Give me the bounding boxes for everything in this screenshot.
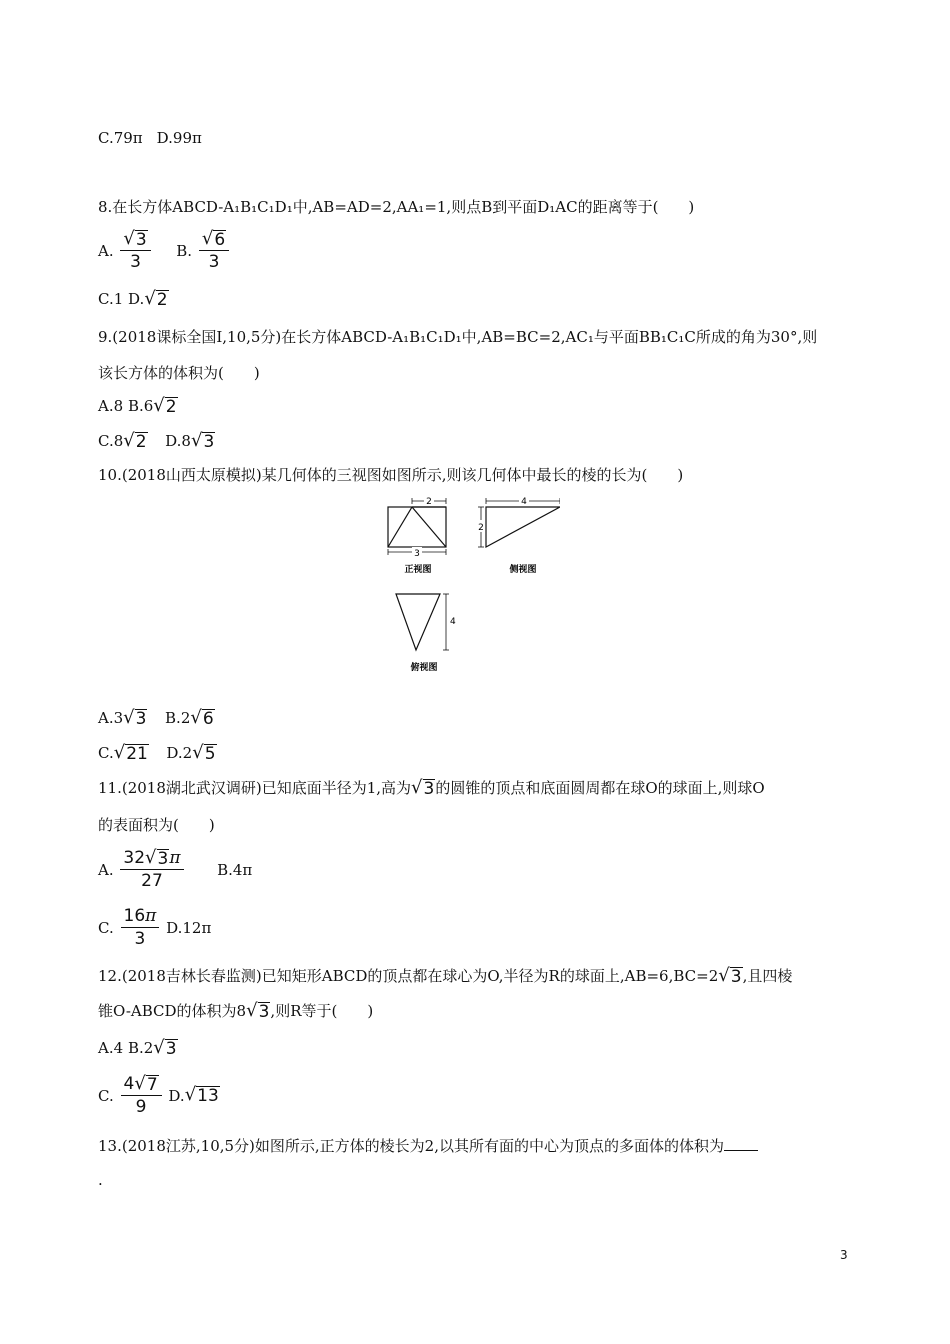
q10-a-radicand: 3	[135, 708, 147, 729]
q9-option-a: A.8	[98, 397, 124, 415]
q8-b-label: B.	[176, 242, 193, 260]
top-view-label: 俯视图	[410, 663, 438, 673]
q9-b-radicand: 2	[165, 396, 177, 417]
q12-b-radicand: 3	[165, 1038, 177, 1059]
q8-stem: 8.在长方体ABCD-A₁B₁C₁D₁中,AB=AD=2,AA₁=1,则点B到平面D₁AC的距离等于( )	[98, 198, 695, 216]
q10-a-sqrt: √ 3	[123, 706, 147, 729]
page-number: 3	[840, 1248, 848, 1262]
q10-b-radicand: 6	[202, 708, 214, 729]
q10-c-label: C.	[98, 744, 114, 762]
q10-c-sqrt: √ 21	[113, 741, 148, 764]
top-dim-right: 4	[450, 617, 456, 627]
q7-option-d: D.99π	[156, 129, 202, 147]
q9-c-radicand: 2	[135, 431, 147, 452]
q9-options-ab	[98, 395, 178, 416]
q10-options-cd	[98, 742, 217, 763]
q11-a-denominator: 27	[141, 871, 163, 891]
q11-option-b: B.4π	[217, 860, 253, 879]
q10-stem: 10.(2018山西太原模拟)某几何体的三视图如图所示,则该几何体中最长的棱的长为( )	[98, 466, 684, 484]
q9-b-label: B.6	[127, 397, 154, 415]
q7-options	[98, 128, 202, 148]
q9-d-sqrt: √ 3	[190, 429, 215, 452]
three-view-figure	[380, 490, 560, 680]
q12-c-denominator: 9	[135, 1097, 147, 1117]
front-dim-bottom: 3	[414, 549, 420, 559]
q10-c-radicand: 21	[126, 743, 148, 764]
q8-options-cd	[98, 288, 169, 309]
q10-a-label: A.3	[98, 709, 124, 727]
q12-stem1-sqrt: √ 3	[718, 964, 742, 987]
q13-answer-blank	[724, 1136, 758, 1151]
q12-b-sqrt: √ 3	[153, 1036, 177, 1059]
front-view-label: 正视图	[404, 565, 432, 575]
q11-a-label: A.	[98, 860, 114, 879]
q8-a-denominator: 3	[130, 252, 141, 272]
q10-b-sqrt: √ 6	[190, 706, 214, 729]
q12-options-ab	[98, 1037, 178, 1058]
q12-option-a: A.4	[98, 1039, 124, 1057]
q12-options-cd	[98, 1074, 220, 1117]
q12-stem2-sqrt: √ 3	[246, 999, 270, 1022]
q12-stem2-pre: 锥O-ABCD的体积为8	[98, 1002, 247, 1020]
q11-c-numerator: 16	[123, 906, 146, 926]
q8-a-fraction: √ 3 3	[120, 230, 150, 272]
q12-stem-line1	[98, 965, 792, 986]
front-dim-top: 2	[426, 497, 432, 507]
q11-stem-post: 的圆锥的顶点和底面圆周都在球O的球面上,则球O	[435, 779, 765, 797]
q12-c-label: C.	[98, 1086, 114, 1105]
q9-c-label: C.8	[98, 432, 124, 450]
side-dim-top: 4	[521, 497, 527, 507]
q11-option-d: D.12π	[166, 918, 212, 937]
q12-stem2-post: ,则R等于( )	[270, 1002, 374, 1020]
q11-options-cd	[98, 906, 211, 949]
q12-stem1-post: ,且四棱	[742, 967, 793, 985]
q11-c-label: C.	[98, 918, 114, 937]
front-dim-left: 2	[478, 523, 484, 533]
q11-c-denominator: 3	[134, 929, 146, 949]
q8-b-denominator: 3	[208, 252, 220, 272]
q11-stem-line1	[98, 777, 765, 798]
q8-d-label: D.	[128, 290, 145, 308]
q12-stem1-pre: 12.(2018吉林长春监测)已知矩形ABCD的顶点都在球心为O,半径为R的球面上,AB=6,BC=2	[98, 967, 719, 985]
q12-d-label: D.	[168, 1086, 185, 1105]
q9-d-label: D.8	[165, 432, 191, 450]
q12-stem1-radicand: 3	[730, 966, 742, 987]
q13-stem-text: 13.(2018江苏,10,5分)如图所示,正方体的棱长为2,以其所有面的中心为顶点的多面体的体积为	[98, 1137, 724, 1155]
q9-stem-line2: 该长方体的体积为( )	[98, 364, 260, 382]
q8-a-label: A.	[98, 242, 114, 260]
front-view	[388, 498, 446, 555]
q10-d-sqrt: √ 5	[192, 741, 216, 764]
q8-d-sqrt: √ 2	[144, 287, 168, 310]
q11-stem-sqrt: √ 3	[411, 776, 435, 799]
q11-stem-pre: 11.(2018湖北武汉调研)已知底面半径为1,高为	[98, 779, 412, 797]
q8-d-radicand: 2	[156, 289, 168, 310]
q9-options-cd	[98, 430, 215, 451]
q8-options-ab	[98, 230, 231, 272]
q8-b-fraction: √ 6 3	[199, 230, 229, 272]
q12-stem2-radicand: 3	[258, 1001, 270, 1022]
q13-stem	[98, 1136, 758, 1156]
q7-option-c: C.79π	[98, 129, 143, 147]
q11-a-radicand: 3	[157, 848, 169, 869]
side-view-label: 侧视图	[509, 565, 537, 575]
q11-c-pi: π	[145, 906, 157, 926]
q11-a-fraction: 32 √ 3 π 27	[120, 848, 183, 891]
q11-c-fraction	[121, 906, 160, 949]
q12-c-coef: 4	[123, 1074, 135, 1094]
q8-a-radicand: 3	[135, 230, 147, 250]
q10-d-radicand: 5	[204, 743, 216, 764]
q12-c-fraction: 4 √ 7 9	[121, 1074, 162, 1117]
top-view	[396, 594, 449, 650]
q11-stem-line2: 的表面积为( )	[98, 816, 215, 834]
q11-stem-radicand: 3	[423, 778, 435, 799]
q8-b-radicand: 6	[214, 230, 226, 250]
q11-options-ab	[98, 848, 252, 891]
q12-d-radicand: 13	[197, 1086, 219, 1106]
q11-a-coef: 32	[123, 848, 146, 868]
q12-stem-line2	[98, 1000, 373, 1021]
q8-option-c: C.1	[98, 290, 124, 308]
q12-c-radicand: 7	[146, 1074, 158, 1095]
q9-d-radicand: 3	[203, 431, 215, 452]
q12-b-label: B.2	[127, 1039, 154, 1057]
q10-b-label: B.2	[165, 709, 191, 727]
q9-stem-line1: 9.(2018课标全国Ⅰ,10,5分)在长方体ABCD-A₁B₁C₁D₁中,AB=BC=2,AC₁与平面BB₁C₁C所成的角为30°,则	[98, 328, 818, 346]
q12-d-sqrt: √ 13	[184, 1084, 219, 1106]
q13-end: .	[98, 1171, 103, 1189]
q10-options-ab	[98, 707, 215, 728]
q9-c-sqrt: √ 2	[123, 429, 147, 452]
q10-d-label: D.2	[166, 744, 193, 762]
q9-b-sqrt: √ 2	[153, 394, 177, 417]
q11-a-pi: π	[169, 848, 181, 868]
